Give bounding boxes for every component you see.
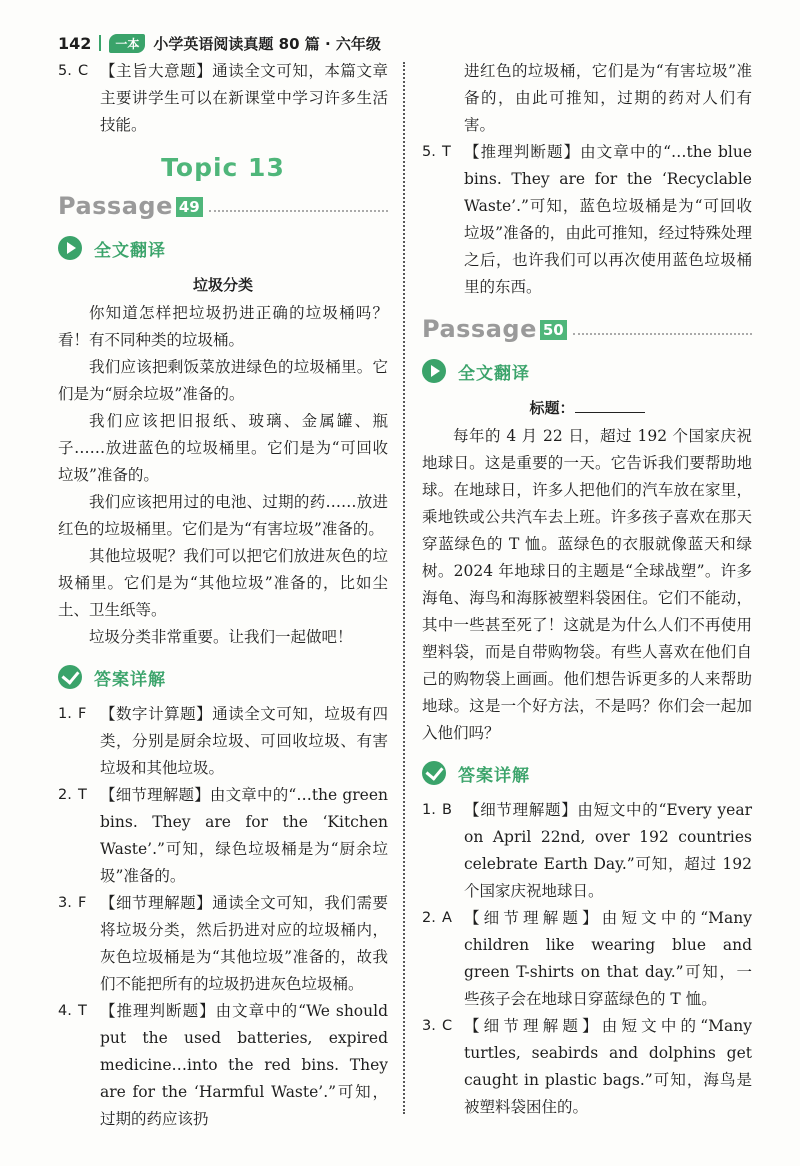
answer-text: 【细节理解题】通读全文可知，我们需要将垃圾分类，然后扔进对应的垃圾桶内，灰色垃圾桶是为“其他垃圾”准备的，故我们不能把所有的垃圾扔进灰色垃圾桶。	[100, 894, 388, 993]
answer-text: 【推理判断题】由文章中的“…the blue bins. They are for the ‘Recyclable Waste’.”可知，蓝色垃圾桶是为“可回收垃圾”准备的，由此可推知，经过特殊处理之后，也许我们可以再次使用蓝色垃圾桶里的东西。	[464, 143, 752, 296]
answers-section-header	[58, 663, 388, 691]
title-label: 标题：	[529, 399, 575, 417]
brand-logo: 一本	[109, 34, 145, 53]
paragraph: 我们应该把用过的电池、过期的药……放进红色的垃圾桶里。它们是为“有害垃圾”准备的。	[58, 493, 388, 538]
answer-mark: T	[78, 787, 87, 803]
section-title: 答案详解	[94, 669, 166, 690]
answers-section-header	[422, 759, 752, 787]
answer-number: 1.	[422, 802, 436, 818]
translation-section-header	[422, 357, 752, 385]
passage-number: 50	[540, 320, 567, 340]
paragraph: 你知道怎样把垃圾扔进正确的垃圾桶吗？看！有不同种类的垃圾桶。	[58, 304, 388, 349]
passage-heading-49	[58, 188, 388, 220]
paragraph: 我们应该把剩饭菜放进绿色的垃圾桶里。它们是为“厨余垃圾”准备的。	[58, 358, 388, 403]
section-title: 全文翻译	[458, 363, 530, 384]
article-title	[422, 395, 752, 421]
dotted-rule	[573, 333, 752, 335]
passage-number: 49	[176, 197, 203, 217]
section-title: 答案详解	[458, 765, 530, 786]
answer-continuation	[422, 58, 752, 139]
answer-number: 4.	[58, 1003, 72, 1019]
passage-word: Passage	[58, 192, 173, 220]
column-divider	[403, 62, 405, 1114]
answer-mark: C	[78, 63, 89, 79]
answer-number: 3.	[422, 1018, 436, 1034]
answer-text: 进红色的垃圾桶，它们是为“有害垃圾”准备的，由此可推知，过期的药对人们有害。	[464, 62, 752, 134]
answer-number: 1.	[58, 706, 72, 722]
answer-text: 【细节理解题】由短文中的“Many turtles, seabirds and dolphins get caught in plastic bags.”可知，海鸟是被塑料袋困住的。	[464, 1017, 752, 1116]
check-icon	[422, 761, 446, 785]
answer-item	[422, 797, 752, 905]
passage-heading-50	[422, 311, 752, 343]
answer-item	[58, 782, 388, 890]
answer-text: 【主旨大意题】通读全文可知，本篇文章主要讲学生可以在新课堂中学习许多生活技能。	[100, 62, 388, 134]
check-icon	[58, 665, 82, 689]
answer-text: 【细节理解题】由短文中的“Every year on April 22nd, over 192 countries celebrate Earth Day.”可知，超过 192 个国家庆祝地球日。	[464, 801, 752, 900]
header-divider	[99, 35, 101, 51]
answer-item	[422, 1013, 752, 1121]
answer-number: 3.	[58, 895, 72, 911]
answer-mark: T	[78, 1003, 87, 1019]
answer-mark: T	[442, 144, 451, 160]
topic-heading: Topic 13	[161, 153, 285, 182]
play-icon	[422, 359, 446, 383]
answer-number: 2.	[58, 787, 72, 803]
answer-text: 【细节理解题】由文章中的“…the green bins. They are for the ‘Kitchen Waste’.”可知，绿色垃圾桶是为“厨余垃圾”准备的。	[100, 786, 388, 885]
answer-item	[422, 905, 752, 1013]
dotted-rule	[209, 210, 388, 212]
answer-mark: C	[442, 1018, 453, 1034]
translation-section-header	[58, 234, 388, 262]
answer-text: 【细节理解题】由短文中的“Many children like wearing blue and green T-shirts on that day.”可知，一些孩子会在地球日穿蓝绿色的 T 恤。	[464, 909, 752, 1008]
title-blank	[575, 398, 645, 413]
section-title: 全文翻译	[94, 240, 166, 261]
paragraph: 垃圾分类非常重要。让我们一起做吧！	[89, 628, 353, 646]
answer-number: 5.	[58, 63, 72, 79]
paragraph: 其他垃圾呢？我们可以把它们放进灰色的垃圾桶里。它们是为“其他垃圾”准备的，比如尘土、卫生纸等。	[58, 547, 388, 619]
answer-number: 5.	[422, 144, 436, 160]
answer-mark: A	[442, 910, 452, 926]
answer-mark: F	[78, 706, 87, 722]
article-title: 垃圾分类	[192, 276, 253, 294]
passage-word: Passage	[422, 315, 537, 343]
paragraph: 每年的 4 月 22 日，超过 192 个国家庆祝地球日。这是重要的一天。它告诉我们要帮助地球。在地球日，许多人把他们的汽车放在家里，乘地铁或公共汽车去上班。许多孩子喜欢在那天穿蓝绿色的 T 恤。蓝绿色的衣服就像蓝天和绿树。2024 年地球日的主题是“全球战塑”。许多海龟、海鸟和海豚被塑料袋困住。它们不能动，其中一些甚至死了！这就是为什么人们不再使用塑料袋，而是自带购物袋。有些人喜欢在他们自己的购物袋上画画。他们想告诉更多的人来帮助地球。这是一个好方法，不是吗？你们会一起加入他们吗？	[422, 427, 752, 742]
right-column	[422, 58, 752, 1121]
answer-text: 【推理判断题】由文章中的“We should put the used batteries, expired medicine…into the red bins. They are for the ‘Harmful Waste’.”可知，过期的药应该扔	[100, 1002, 388, 1128]
answer-item	[58, 998, 388, 1133]
book-title: 小学英语阅读真题 80 篇 · 六年级	[153, 34, 381, 53]
answer-mark: B	[442, 802, 452, 818]
page-number: 142	[58, 33, 92, 53]
answer-item	[58, 701, 388, 782]
left-column	[58, 58, 388, 1133]
answer-mark: F	[78, 895, 87, 911]
play-icon	[58, 236, 82, 260]
paragraph: 我们应该把旧报纸、玻璃、金属罐、瓶子……放进蓝色的垃圾桶里。它们是为“可回收垃圾”准备的。	[58, 412, 388, 484]
answer-item	[422, 139, 752, 301]
page-header	[58, 30, 381, 56]
answer-item	[58, 890, 388, 998]
answer-number: 2.	[422, 910, 436, 926]
answer-item	[58, 58, 388, 139]
answer-text: 【数字计算题】通读全文可知，垃圾有四类，分别是厨余垃圾、可回收垃圾、有害垃圾和其他垃圾。	[100, 705, 388, 777]
